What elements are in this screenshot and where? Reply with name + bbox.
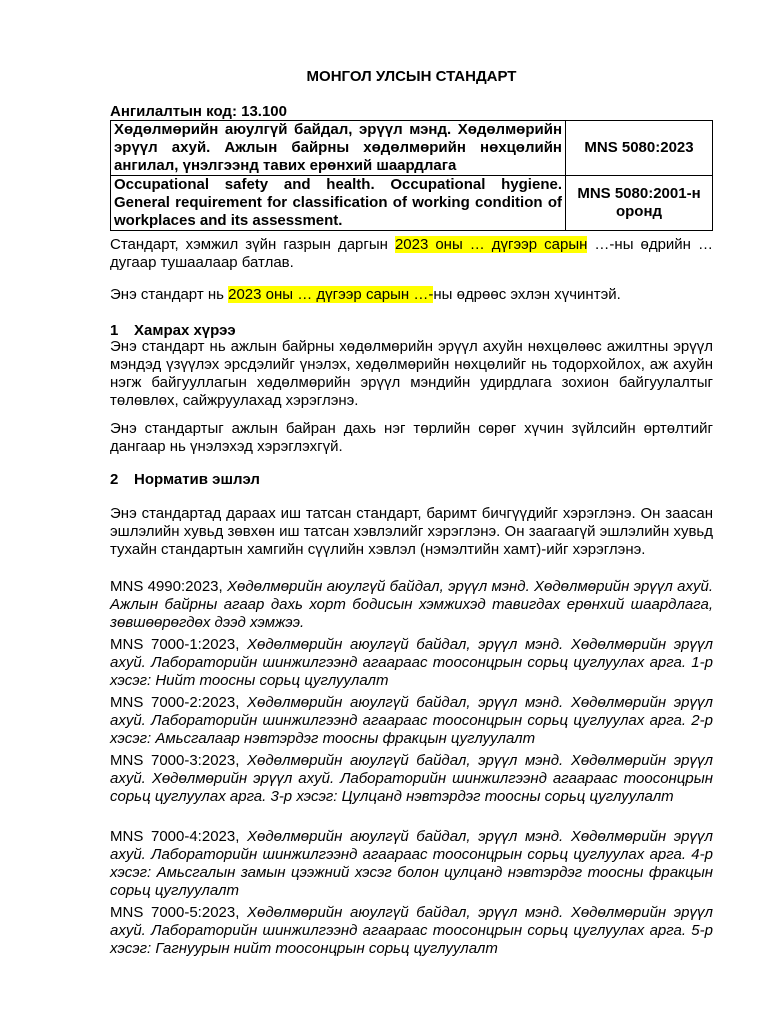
reference-title: Хөдөлмөрийн аюулгүй байдал, эрүүл мэнд. Хөдөлмөрийн эрүүл ахуй. Хөдөлмөрийн эрүүл ахуй. Лабораторийн шинжилгээнд агаараас тоосонцрын сорьц цуглуулах арга. 3-р хэсэг: Цулцанд нэвтэрдэг тоосны сорьц цуглуулалт bbox=[110, 752, 713, 805]
classification-code: Ангилалтын код: 13.100 bbox=[110, 103, 287, 120]
reference-code: MNS 4990:2023, bbox=[110, 578, 223, 595]
reference-code: MNS 7000-2:2023, bbox=[110, 694, 240, 711]
approval-text-pre: Стандарт, хэмжил зүйн газрын даргын bbox=[110, 236, 395, 253]
standard-title-en: Occupational safety and health. Occupational hygiene. General requirement for classification of working condition of workplaces and its assessment. bbox=[111, 176, 566, 231]
section-number: 2 bbox=[110, 471, 119, 488]
reference-item bbox=[110, 694, 713, 748]
standard-title-mn: Хөдөлмөрийн аюулгүй байдал, эрүүл мэнд. Хөдөлмөрийн эрүүл ахуй. Ажлын байрны хөдөлмөрийн нөхцөлийн ангилал, үнэлгээнд тавих ерөнхий шаардлага bbox=[111, 121, 566, 176]
reference-item bbox=[110, 828, 713, 900]
section-number: 1 bbox=[110, 322, 119, 339]
reference-item bbox=[110, 904, 713, 958]
effective-text-pre: Энэ стандарт нь bbox=[110, 286, 229, 303]
table-row bbox=[111, 176, 713, 231]
table-row bbox=[111, 121, 713, 176]
reference-title: Хөдөлмөрийн аюулгүй байдал, эрүүл мэнд. Хөдөлмөрийн эрүүл ахуй. Лабораторийн шинжилгээнд агаараас тоосонцрын сорьц цуглуулах арга. 1-р хэсэг: Нийт тоосны сорьц цуглуулалт bbox=[110, 636, 713, 689]
section-1-heading bbox=[110, 322, 236, 339]
approval-text-post: …-ны өдрийн … дугаар тушаалаар батлав. bbox=[110, 236, 713, 271]
reference-code: MNS 7000-3:2023, bbox=[110, 752, 240, 769]
section-title: Хамрах хүрээ bbox=[134, 322, 236, 339]
reference-code: MNS 7000-4:2023, bbox=[110, 828, 240, 845]
replaces-standard: MNS 5080:2001-н оронд bbox=[566, 176, 713, 231]
reference-item bbox=[110, 578, 713, 632]
effective-paragraph bbox=[110, 286, 713, 304]
approval-highlight: 2023 оны … дүгээр сарын bbox=[394, 236, 588, 253]
effective-text-post: ны өдрөөс эхлэн хүчинтэй. bbox=[433, 286, 621, 303]
reference-title: Хөдөлмөрийн аюулгүй байдал, эрүүл мэнд. Хөдөлмөрийн эрүүл ахуй. Лабораторийн шинжилгээнд агаараас тоосонцрын сорьц цуглуулах арга. 4-р хэсэг: Амьсгалын замын цээжний хэсэг болон цулцанд нэвтэрдэг тоосны фракцын сорьц цуглуулалт bbox=[110, 828, 713, 899]
document-title: МОНГОЛ УЛСЫН СТАНДАРТ bbox=[306, 68, 517, 85]
reference-code: MNS 7000-1:2023, bbox=[110, 636, 240, 653]
reference-title: Хөдөлмөрийн аюулгүй байдал, эрүүл мэнд. Хөдөлмөрийн эрүүл ахуй. Лабораторийн шинжилгээнд агаараас тоосонцрын сорьц цуглуулах арга. 2-р хэсэг: Амьсгалаар нэвтэрдэг тоосны фракцын цуглуулалт bbox=[110, 694, 713, 747]
section-1-paragraph-1: Энэ стандарт нь ажлын байрны хөдөлмөрийн эрүүл ахуйн нөхцөлөөс ажилтны эрүүл мэндэд үзүүлэх эрсдэлийг үнэлэх, хөдөлмөрийн нөхцөлийг нь тодорхойлох, аж ахуйн нэгж байгууллагын хөдөлмөрийн эрүүл мэндийн удирдлага зохион байгуулалтыг төлөвлөх, сайжруулахад хэрэглэнэ. bbox=[110, 338, 713, 409]
section-title: Норматив эшлэл bbox=[134, 471, 260, 488]
section-2-paragraph-1: Энэ стандартад дараах иш татсан стандарт, баримт бичгүүдийг хэрэглэнэ. Он заасан эшлэлийн хувьд зөвхөн иш татсан хэвлэлийг хэрэглэнэ. Он заагаагүй эшлэлийн хувьд тухайн стандартын хамгийн сүүлийн хэвлэл (нэмэлтийн хамт)-ийг хэрэглэнэ. bbox=[110, 505, 713, 558]
section-2-heading bbox=[110, 471, 260, 488]
standard-code: MNS 5080:2023 bbox=[566, 121, 713, 176]
reference-code: MNS 7000-5:2023, bbox=[110, 904, 240, 921]
effective-highlight: 2023 оны … дүгээр сарын …- bbox=[228, 286, 434, 303]
reference-item bbox=[110, 752, 713, 806]
approval-paragraph bbox=[110, 236, 713, 272]
section-1-paragraph-2: Энэ стандартыг ажлын байран дахь нэг төрлийн сөрөг хүчин зүйлсийн өртөлтийг дангаар нь үнэлэхэд хэрэглэхгүй. bbox=[110, 420, 713, 455]
reference-title: Хөдөлмөрийн аюулгүй байдал, эрүүл мэнд. Хөдөлмөрийн эрүүл ахуй. Лабораторийн шинжилгээнд агаараас тоосонцрын сорьц цуглуулах арга. 5-р хэсэг: Гагнуурын нийт тоосонцрын сорьц цуглуулалт bbox=[110, 904, 713, 957]
reference-title: Хөдөлмөрийн аюулгүй байдал, эрүүл мэнд. Хөдөлмөрийн эрүүл ахуй. Ажлын байрны агаар дахь хорт бодисын хэмжихэд тавигдах ерөнхий шаардлага, зөвшөөрөгдөх дээд хэмжээ. bbox=[110, 578, 713, 631]
standard-info-table bbox=[110, 120, 713, 231]
reference-item bbox=[110, 636, 713, 690]
